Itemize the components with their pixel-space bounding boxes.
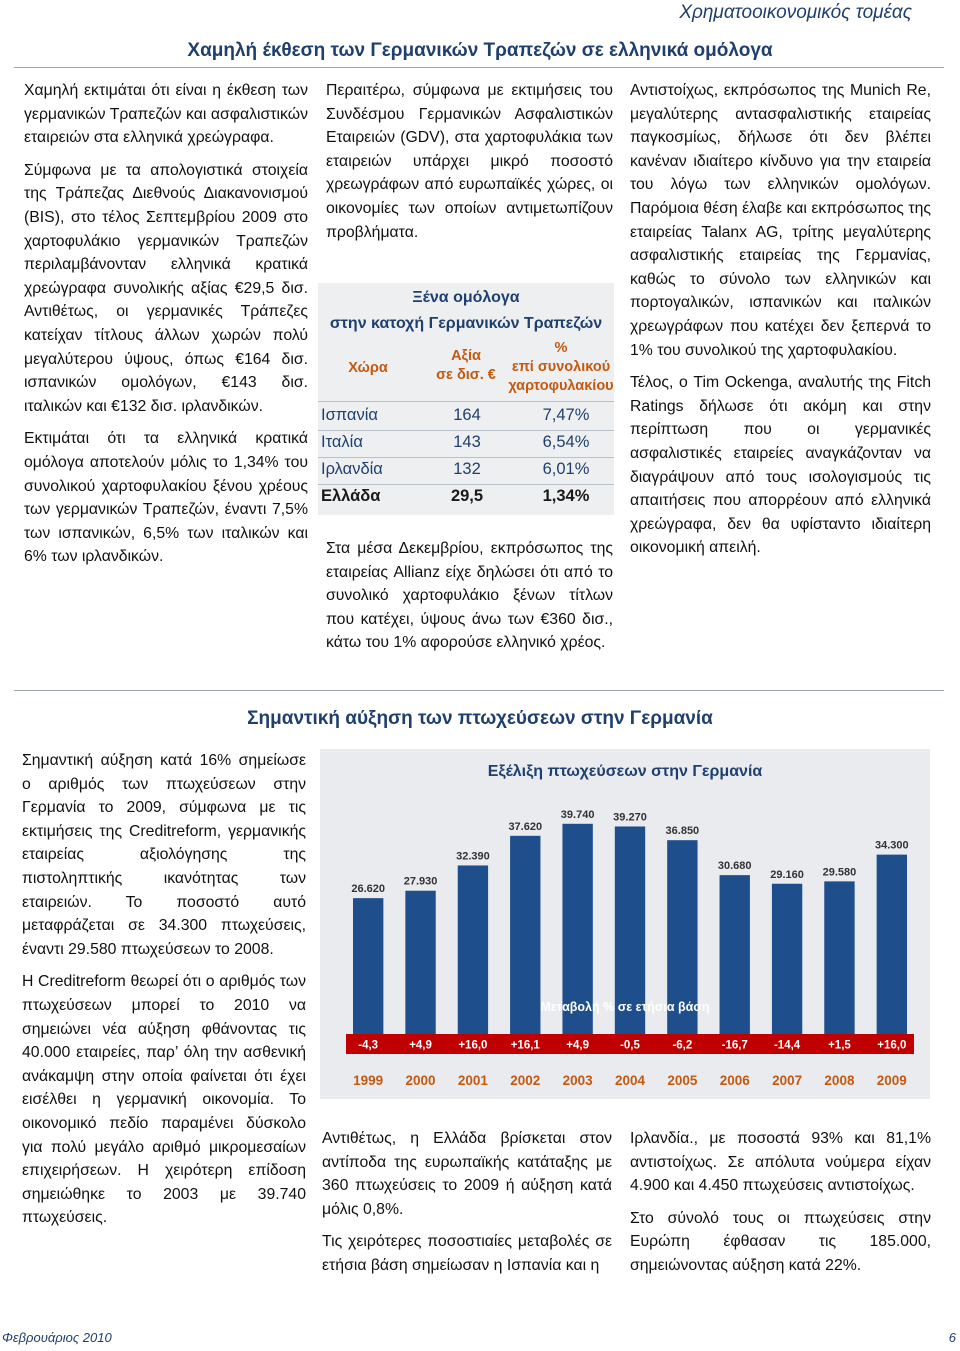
year-label: 2001 — [457, 1073, 488, 1088]
bar-value-label: 30.680 — [717, 860, 752, 873]
paragraph: Περαιτέρω, σύμφωνα με εκτιμήσεις του Συνδέσμου Γερμανικών Ασφαλιστικών Εταιρειών (GDV), στα χαρτοφυλάκια των εταιρειών υπάρχει μικρό ποσοστό χρεωγράφων από ευρωπαϊκές χώρες, οι οικονομίες των οποίων αντιμετωπίζουν προβλήματα. — [326, 82, 613, 241]
bar-value-label: 39.740 — [560, 808, 595, 821]
paragraph: Ιρλανδία., με ποσοστά 93% και 81,1% αντιστοίχως. Σε απόλυτα νούμερα είχαν 4.900 και 4.450 πτωχεύσεις αντιστοίχως. — [630, 1130, 931, 1195]
change-label: +16,0 — [458, 1039, 488, 1052]
paragraph: Εκτιμάται ότι τα ελληνικά κρατικά ομόλογα αποτελούν μόλις το 1,34% του συνολικού χαρτοφυλακίου ξένου χρέους των γερμανικών Τραπεζών, έναντι 7,5% των ισπανικών, 6,5% των ιταλικών και 6% των ιρλανδικών. — [24, 430, 308, 566]
header-line: σε δισ. € — [436, 367, 496, 383]
change-label: -6,2 — [672, 1039, 693, 1052]
table-title: Ξένα ομόλογα — [412, 289, 520, 306]
pct-cell: 1,34% — [542, 487, 590, 505]
article-column-5 — [322, 1127, 612, 1287]
section-title: Σημαντική αύξηση των πτωχεύσεων στην Γερμανία — [247, 708, 713, 729]
article-column-6 — [630, 1127, 931, 1287]
bar-value-label: 36.850 — [665, 825, 700, 838]
chart-bar — [877, 855, 907, 1049]
paragraph: Η Creditreform θεωρεί ότι ο αριθμός των πτωχεύσεων μπορεί το 2010 να σημειώνει νέα αύξηση φθάνοντας τις 40.000 εταιρείες, παρ’ όλη την ασθενική ανάκαμψη στην οποία φαίνεται ότι έχει εισέλθει η γερμανική οικονομία. Το οικονομικό πεδίο παραμένει δύσκολο για πολύ μεγάλο αριθμό μικρομεσαίων επιχειρήσεων. Η χειρότερη επίδοση σημειώθηκε το 2003 με 39.740 πτωχεύσεις. — [22, 973, 306, 1227]
page-number: 6 — [948, 1330, 956, 1345]
chart-title: Εξέλιξη πτωχεύσεων στην Γερμανία — [487, 763, 763, 780]
change-label: +16,1 — [510, 1039, 540, 1052]
year-label: 2005 — [667, 1073, 698, 1088]
paragraph: Στο σύνολό τους οι πτωχεύσεις στην Ευρώπη έφθασαν τις 185.000, σημειώνοντας αύξηση κατά 22%. — [630, 1209, 931, 1274]
article-column-2 — [326, 79, 613, 253]
table-subtitle: στην κατοχή Γερμανικών Τραπεζών — [329, 315, 603, 332]
year-label: 2003 — [562, 1073, 593, 1088]
bar-value-label: 32.390 — [456, 850, 490, 863]
article-column-1 — [24, 79, 308, 578]
table-row — [318, 431, 614, 457]
table-row — [318, 404, 614, 430]
year-label: 2007 — [772, 1073, 803, 1088]
value-cell: 143 — [453, 433, 481, 451]
foreign-bonds-table — [318, 283, 614, 515]
column-header-country: Χώρα — [348, 360, 388, 376]
change-label: -0,5 — [620, 1039, 640, 1052]
value-cell: 164 — [453, 406, 481, 424]
value-cell: 29,5 — [450, 487, 484, 505]
paragraph: Αντιθέτως, η Ελλάδα βρίσκεται στον αντίποδα της ευρωπαϊκής κατάταξης με 360 πτωχεύσεις το 2009 ή αύξηση κατά μόλις 0,8%. — [322, 1130, 612, 1218]
page-title: Χαμηλή έκθεση των Γερμανικών Τραπεζών σε ελληνικά ομόλογα — [187, 40, 773, 61]
country-cell: Ιταλία — [321, 433, 363, 451]
chart-bar — [405, 891, 435, 1049]
country-cell: Ελλάδα — [321, 487, 381, 505]
chart-bar — [720, 875, 750, 1049]
value-cell: 132 — [453, 460, 481, 478]
chart-bar — [615, 826, 645, 1049]
year-label: 2004 — [614, 1073, 646, 1088]
chart-svg — [320, 749, 930, 1099]
paragraph: Χαμηλή εκτιμάται ότι είναι η έκθεση των γερμανικών Τραπεζών και ασφαλιστικών εταιρειών στα ελληνικά χρεώγραφα. — [24, 82, 308, 147]
chart-bar — [562, 824, 592, 1049]
bar-value-label: 29.580 — [822, 866, 857, 879]
table-divider — [318, 401, 614, 402]
change-label: +4,9 — [566, 1039, 589, 1052]
paragraph: Τις χειρότερες ποσοστιαίες μεταβολές σε ετήσια βάση σημείωσαν η Ισπανία και η — [322, 1233, 612, 1274]
year-label: 2008 — [824, 1073, 855, 1088]
year-label: 2002 — [510, 1073, 541, 1088]
change-label: +1,5 — [828, 1039, 851, 1052]
chart-bar — [510, 836, 540, 1049]
change-label: -14,4 — [773, 1039, 801, 1052]
chart-bar — [458, 865, 488, 1049]
year-label: 2009 — [876, 1073, 907, 1088]
footer-date: Φεβρουάριος 2010 — [2, 1330, 112, 1345]
pct-cell: 6,01% — [542, 460, 590, 478]
column-header-value — [422, 347, 510, 385]
article-column-2-continued — [326, 537, 613, 664]
bar-value-label: 29.160 — [770, 868, 804, 881]
bar-value-label: 34.300 — [874, 839, 909, 852]
bankruptcies-chart — [320, 749, 930, 1099]
change-caption: Μεταβολή % σε ετήσια βάση — [540, 1000, 710, 1014]
table-row-greece — [318, 485, 614, 511]
header-line: επί συνολικού — [511, 359, 611, 375]
chart-bar — [772, 884, 802, 1049]
paragraph: Αντιστοίχως, εκπρόσωπος της Munich Re, μεγαλύτερης αντασφαλιστικής εταιρείας παγκοσμίως, δήλωσε ότι δεν βλέπει κανέναν ιδιαίτερο κίνδυνο για την εταιρεία του λόγω των ελληνικών ομολόγων. Παρόμοια θέση έλαβε και εκπρόσωπος της εταιρείας Talanx AG, τρίτης μεγαλύτερης ασφαλιστικής εταιρείας της Γερμανίας, καθώς το σύνολο των ελληνικών και πορτογαλικών, ισπανικών και ιταλικών χρεωγράφων που κατέχει δεν ξεπερνά το 1% του συνολικού της χαρτοφυλακίου. — [630, 82, 931, 359]
paragraph: Τέλος, ο Tim Ockenga, αναλυτής της Fitch Ratings δήλωσε ότι ακόμη και στην περίπτωση που οι γερμανικές ασφαλιστικές εταιρείες αναγκάζονταν να διαγράψουν από τους ισολογισμούς τις απαιτήσεις που απορρέουν από ελληνικά χρεώγραφα, δεν θα υφίσταντο ιδιαίτερη οικονομική απειλή. — [630, 374, 931, 557]
chart-bar — [353, 898, 383, 1049]
pct-cell: 6,54% — [542, 433, 590, 451]
section-tag: Χρηματοοικονομικός τομέας — [679, 2, 912, 23]
paragraph: Σύμφωνα με τα απολογιστικά στοιχεία της Τράπεζας Διεθνούς Διακανονισμού (BIS), στο τέλος Σεπτεμβρίου 2009 στο χαρτοφυλάκιο γερμανικών Τραπεζών περιλαμβάνονταν ελληνικά κρατικά χρεώγραφα συνολικής αξίας €29,5 δισ. Αντιθέτως, οι γερμανικές Τράπεζες κατείχαν τίτλους άλλων χωρών πολύ μεγαλύτερου ύψους, όπως €164 δισ. ισπανικών ομολόγων, €143 δισ. ιταλικών και €132 δισ. ιρλανδικών. — [24, 161, 308, 415]
chart-bar — [667, 840, 697, 1049]
bar-value-label: 26.620 — [351, 883, 386, 896]
country-cell: Ιρλανδία — [321, 460, 383, 478]
year-label: 2000 — [405, 1073, 436, 1088]
year-label: 2006 — [719, 1073, 750, 1088]
article-column-4 — [22, 749, 306, 1239]
year-label: 1999 — [353, 1073, 384, 1088]
change-label: -16,7 — [721, 1039, 748, 1052]
article-column-3 — [630, 79, 931, 569]
change-label: +16,0 — [877, 1039, 907, 1052]
country-cell: Ισπανία — [321, 406, 378, 424]
bar-value-label: 27.930 — [403, 875, 438, 888]
bar-value-label: 39.270 — [613, 811, 647, 824]
column-header-pct — [508, 339, 614, 396]
change-label: -4,3 — [358, 1039, 379, 1052]
header-line: χαρτοφυλακίου — [508, 378, 614, 394]
change-label: +4,9 — [409, 1039, 432, 1052]
header-line: Αξία — [451, 348, 481, 364]
header-line: % — [554, 340, 568, 356]
divider — [14, 67, 944, 68]
paragraph: Στα μέσα Δεκεμβρίου, εκπρόσωπος της εταιρείας Allianz είχε δηλώσει ότι από το συνολικό χαρτοφυλάκιο ξένων τίτλων που κατέχει, ύψους άνω των €360 δισ., κάτω του 1% αφορούσε ελληνικό χρέος. — [326, 540, 613, 652]
pct-cell: 7,47% — [542, 406, 590, 424]
bar-value-label: 37.620 — [508, 820, 543, 833]
divider — [14, 690, 944, 691]
paragraph: Σημαντική αύξηση κατά 16% σημείωσε ο αριθμός των πτωχεύσεων στην Γερμανία το 2009, σύμφωνα με τις εκτιμήσεις της Creditreform, γερμανικής εταιρείας αξιολόγησης της πιστοληπτικής ικανότητας των εταιρειών. Το ποσοστό αυτό μεταφράζεται σε 34.300 πτωχεύσεις, έναντι 29.580 πτωχεύσεων το 2008. — [22, 752, 306, 958]
chart-bar — [824, 881, 854, 1049]
table-row — [318, 458, 614, 484]
